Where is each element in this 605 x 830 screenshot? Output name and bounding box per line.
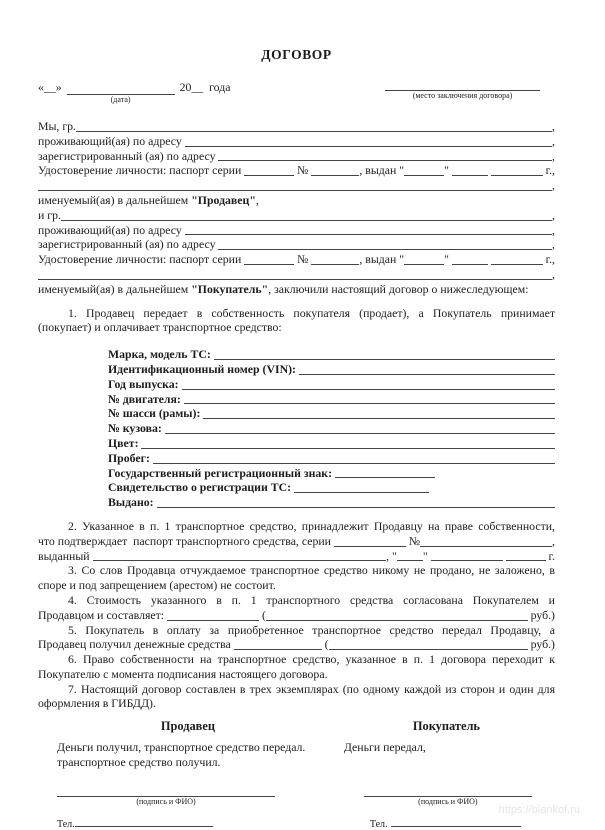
blank-field[interactable]: [38, 279, 552, 280]
site-watermark: https://blankof.ru: [498, 804, 580, 816]
text-segment: ,: [552, 119, 555, 133]
clause-2-line-3: [38, 549, 555, 564]
bold-text-segment: № двигателя:: [108, 391, 184, 406]
blank-field[interactable]: [165, 433, 555, 434]
text-segment: ,: [255, 192, 259, 207]
text-segment: выданный: [38, 548, 93, 563]
party-headers-row: [38, 718, 555, 734]
blank-field[interactable]: [404, 264, 444, 265]
blank-field[interactable]: [185, 234, 552, 235]
field-color: [38, 436, 555, 451]
text-segment: Покупателю с момента подписания настоящего договора.: [38, 666, 328, 681]
text-segment: руб.): [527, 607, 555, 622]
blank-field[interactable]: [334, 546, 406, 547]
field-engine-number: [38, 392, 555, 407]
buyer-passport-issuer-line: [38, 267, 555, 282]
field-chassis-number: [38, 406, 555, 421]
text-segment: ,: [552, 533, 555, 548]
blank-field[interactable]: [167, 620, 259, 621]
blank-field[interactable]: [76, 131, 552, 132]
blank-field[interactable]: [203, 418, 555, 419]
blank-field[interactable]: [311, 264, 359, 265]
text-segment: проживающий(ая) по адресу: [38, 133, 185, 148]
clause-5-line-1: [38, 623, 555, 638]
buyer-header: Покупатель: [412, 719, 480, 734]
clause-7-line-2: [38, 696, 555, 711]
buyer-signature-field[interactable]: [364, 784, 532, 797]
clause-3-line-1: [38, 563, 555, 578]
date-place-row: [38, 77, 555, 104]
seller-passport-issuer-line: [38, 178, 555, 193]
seller-address-line: [38, 134, 555, 149]
text-segment: проживающий(ая) по адресу: [38, 222, 185, 237]
seller-signature-caption: (подпись и ФИО): [136, 797, 196, 807]
blank-field[interactable]: [431, 560, 503, 561]
clause-1-line-1: [38, 306, 555, 321]
clause-6-line-2: [38, 667, 555, 682]
bold-text-segment: № шасси (рамы):: [108, 406, 204, 421]
text-segment: именуемый(ая) в дальнейшем: [38, 192, 192, 207]
clause-4-line-1: [38, 593, 555, 608]
blank-field[interactable]: [266, 620, 528, 621]
phone-row: [38, 816, 555, 830]
seller-name-line: [38, 119, 555, 134]
clause-2-line-1: [38, 519, 555, 534]
text-segment: и гр.: [38, 207, 61, 222]
seller-passport-line: [38, 163, 555, 178]
buyer-address-line: [38, 223, 555, 238]
date-year-suffix: 20__ года: [179, 80, 231, 94]
field-reg-certificate: [38, 480, 555, 495]
buyer-registered-line: [38, 237, 555, 252]
signature-row: [38, 784, 555, 807]
field-mileage: [38, 451, 555, 466]
blank-field[interactable]: [329, 649, 528, 650]
buyer-passport-line: [38, 252, 555, 267]
bold-text-segment: Год выпуска:: [108, 376, 182, 391]
handover-text-row-2: [38, 755, 555, 770]
text-segment: , выдан ": [359, 163, 405, 178]
text-segment: Продавцом и составляет:: [38, 607, 167, 622]
seller-signature-block: [57, 784, 275, 807]
buyer-handover-text: Деньги передал,: [343, 740, 426, 755]
blank-field[interactable]: [244, 264, 294, 265]
blank-field[interactable]: [218, 249, 552, 250]
buyer-title-line: [38, 282, 555, 297]
text-segment: ": [444, 163, 452, 178]
blank-field[interactable]: [185, 146, 552, 147]
bold-text-segment: "Покупатель": [191, 281, 269, 296]
text-segment: 5. Покупатель в оплату за приобретенное транспортное средство передал Продавцу, а: [68, 622, 555, 637]
blank-field[interactable]: [452, 175, 488, 176]
contract-place: [385, 77, 555, 100]
bold-text-segment: Свидетельство о регистрации ТС:: [108, 480, 294, 495]
bold-text-segment: Пробег:: [108, 450, 153, 465]
blank-field[interactable]: [491, 264, 543, 265]
clause-3-line-2: [38, 578, 555, 593]
text-segment: ,: [552, 178, 555, 193]
text-segment: Удостоверение личности: паспорт серии: [38, 252, 245, 267]
text-segment: №: [294, 163, 312, 178]
seller-handover-text-2: транспортное средство получил.: [57, 755, 221, 770]
clause-7-line-1: [38, 682, 555, 697]
seller-phone-label: Тел.: [57, 819, 75, 830]
date-day-prefix: «__»: [38, 80, 62, 94]
text-segment: г.,: [542, 163, 555, 178]
field-year: [38, 377, 555, 392]
blank-field[interactable]: [214, 359, 555, 360]
text-segment: ,: [552, 148, 555, 163]
blank-field[interactable]: [244, 175, 294, 176]
place-blank-field[interactable]: [385, 77, 540, 100]
blank-field[interactable]: [335, 477, 435, 478]
clause-5-line-2: [38, 637, 555, 652]
text-segment: Продавец получил денежные средства: [38, 637, 234, 652]
buyer-phone-field[interactable]: [391, 816, 521, 827]
blank-field[interactable]: [452, 264, 488, 265]
text-segment: что подтверждает паспорт транспортного средства, серии: [38, 533, 334, 548]
text-segment: зарегистрированный (ая) по адресу: [38, 148, 219, 163]
seller-phone-field[interactable]: [75, 816, 213, 827]
buyer-signature-block: [364, 784, 532, 807]
handover-text-row-1: [38, 740, 555, 755]
clause-4-line-2: [38, 608, 555, 623]
seller-signature-field[interactable]: [57, 784, 275, 797]
text-segment: руб.): [527, 637, 555, 652]
text-segment: , ": [386, 548, 397, 563]
text-segment: 4. Стоимость указанного в п. 1 транспортного средства согласована Покупателем и: [68, 592, 555, 607]
text-segment: 6. Право собственности на транспортное средство, указанное в п. 1 договора переходит к: [68, 652, 555, 667]
blank-field[interactable]: [153, 463, 555, 464]
bold-text-segment: Марка, модель ТС:: [108, 347, 214, 362]
buyer-phone-label: Тел.: [369, 819, 388, 830]
text-segment: 3. Со слов Продавца отчуждаемое транспортное средство никому не продано, не заложено, в: [68, 563, 555, 578]
bold-text-segment: № кузова:: [108, 421, 165, 436]
text-segment: г.: [545, 548, 555, 563]
text-segment: (: [321, 637, 329, 652]
text-segment: именуемый(ая) в дальнейшем: [38, 281, 192, 296]
text-segment: ": [444, 252, 452, 267]
field-make-model: [38, 347, 555, 362]
contract-date: [38, 80, 231, 104]
text-segment: 2. Указанное в п. 1 транспортное средство, принадлежит Продавцу на праве собственности,: [68, 518, 555, 533]
blank-field[interactable]: [141, 448, 555, 449]
clause-2-line-2: [38, 534, 555, 549]
bold-text-segment: "Продавец": [191, 192, 256, 207]
text-segment: оформления в ГИБДД).: [38, 696, 156, 711]
blank-field[interactable]: [506, 560, 546, 561]
text-segment: ,: [552, 222, 555, 237]
text-segment: №: [294, 252, 312, 267]
document-title: ДОГОВОР: [261, 47, 332, 62]
text-segment: зарегистрированный (ая) по адресу: [38, 237, 219, 252]
blank-field[interactable]: [420, 546, 552, 547]
blank-field[interactable]: [61, 220, 552, 221]
field-vin: [38, 362, 555, 377]
text-segment: споре и под запрещением (арестом) не состоит.: [38, 578, 276, 593]
blank-field[interactable]: [397, 560, 423, 561]
bold-text-segment: Цвет:: [108, 435, 142, 450]
text-segment: ,: [552, 266, 555, 281]
text-segment: ,: [552, 237, 555, 252]
field-body-number: [38, 421, 555, 436]
bold-text-segment: Государственный регистрационный знак:: [108, 465, 335, 480]
blank-field[interactable]: [299, 374, 555, 375]
text-segment: , заключили настоящий договор о нижеследующем:: [268, 281, 529, 296]
text-segment: ,: [552, 207, 555, 222]
blank-field[interactable]: [491, 175, 543, 176]
seller-title-line: [38, 193, 555, 208]
blank-field[interactable]: [294, 492, 429, 493]
blank-field[interactable]: [404, 175, 444, 176]
text-segment: (: [259, 607, 266, 622]
field-reg-plate: [38, 466, 555, 481]
bold-text-segment: Идентификационный номер (VIN):: [108, 361, 299, 376]
date-blank-field[interactable]: [67, 81, 175, 104]
text-segment: Мы, гр.: [38, 119, 76, 133]
signatures-section: [38, 718, 555, 830]
buyer-handover-text-2: [338, 755, 555, 770]
text-segment: 7. Настоящий договор составлен в трех экземплярах (по одному каждой из сторон и один для: [68, 681, 555, 696]
place-caption: (место заключения договора): [412, 91, 513, 100]
field-issued-by: [38, 495, 555, 510]
seller-handover-text: Деньги получил, транспортное средство передал.: [57, 740, 306, 755]
seller-header: Продавец: [160, 719, 216, 734]
bold-text-segment: Выдано:: [108, 495, 157, 510]
text-segment: , выдан ": [359, 252, 405, 267]
blank-field[interactable]: [38, 190, 552, 191]
text-segment: (покупает) и оплачивает транспортное средство:: [38, 320, 282, 335]
blank-field[interactable]: [234, 649, 322, 650]
blank-field[interactable]: [184, 403, 555, 404]
blank-field[interactable]: [182, 389, 556, 390]
buyer-name-line: [38, 208, 555, 223]
text-segment: Удостоверение личности: паспорт серии: [38, 163, 245, 178]
clause-1-line-2: [38, 320, 555, 335]
seller-registered-line: [38, 149, 555, 164]
blank-field[interactable]: [218, 160, 552, 161]
clause-6-line-1: [38, 652, 555, 667]
text-segment: г.,: [542, 252, 555, 267]
document-lines: [38, 119, 555, 711]
text-segment: №: [405, 533, 421, 548]
buyer-signature-caption: (подпись и ФИО): [418, 797, 478, 807]
blank-field[interactable]: [93, 560, 387, 561]
text-segment: ": [422, 548, 431, 563]
blank-field[interactable]: [157, 507, 555, 508]
text-segment: 1. Продавец передает в собственность покупателя (продает), а Покупатель принимает: [68, 305, 555, 320]
blank-field[interactable]: [311, 175, 359, 176]
date-caption: (дата): [110, 95, 131, 104]
text-segment: ,: [552, 133, 555, 148]
